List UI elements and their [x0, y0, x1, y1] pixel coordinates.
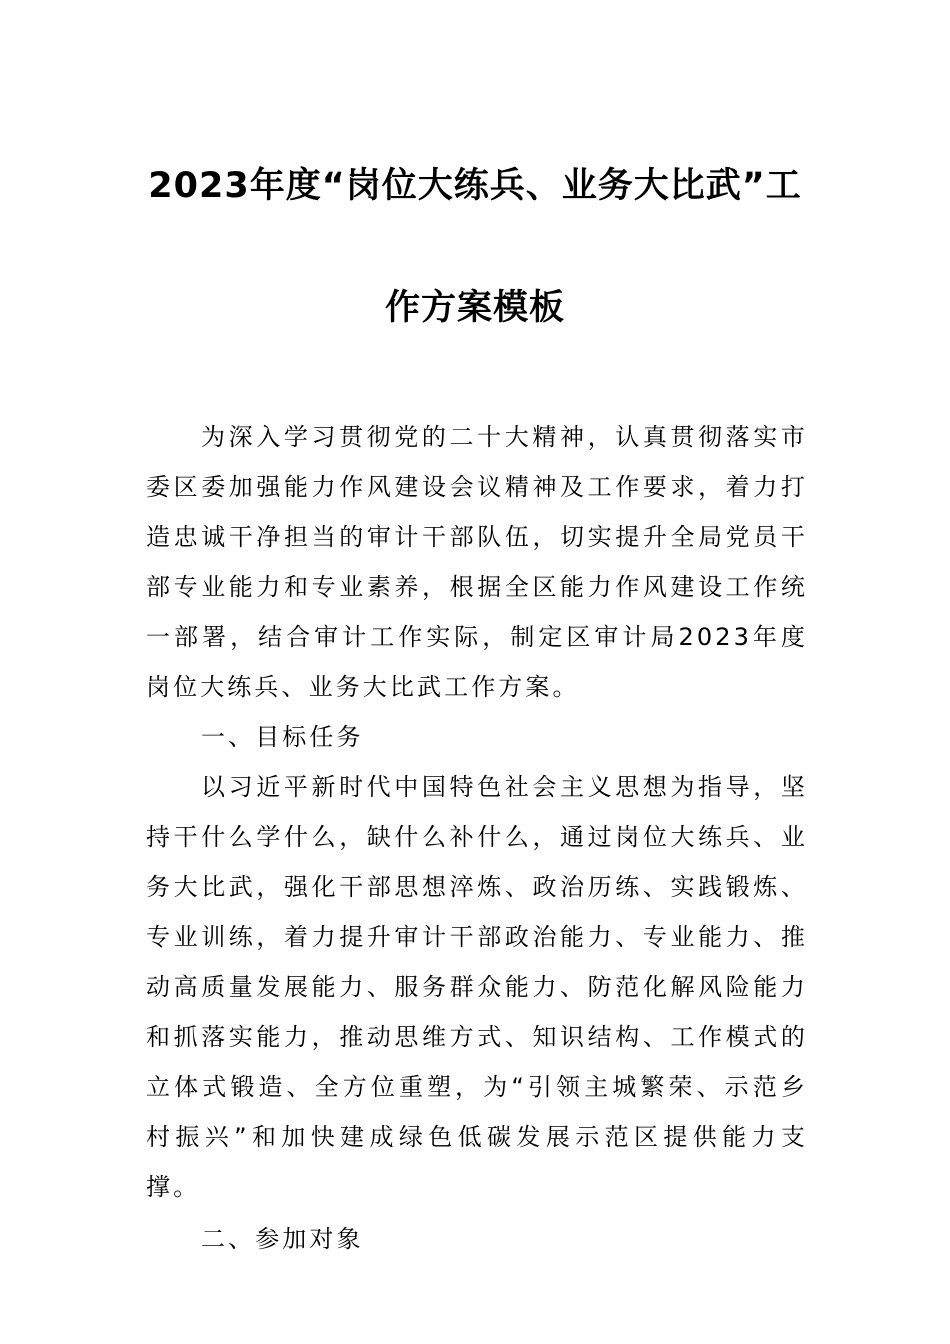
- section-heading-goals: 一、目标任务: [201, 723, 364, 751]
- document-title-line-2: 作方案模板: [384, 288, 565, 328]
- document-body: [146, 412, 808, 1264]
- section-heading-participants: 二、参加对象: [201, 1225, 364, 1253]
- document-title-line-1: 2023年度“岗位大练兵、业务大比武”工: [148, 166, 802, 206]
- intro-paragraph: 为深入学习贯彻党的二十大精神，认真贯彻落实市委区委加强能力作风建设会议精神及工作要求，着力打造忠诚干净担当的审计干部队伍，切实提升全局党员干部专业能力和专业素养，根据全区能力作风建设工作统一部署，结合审计工作实际，制定区审计局2023年度岗位大练兵、业务大比武工作方案。: [146, 423, 808, 701]
- goals-paragraph: 以习近平新时代中国特色社会主义思想为指导，坚持干什么学什么，缺什么补什么，通过岗位大练兵、业务大比武，强化干部思想淬炼、政治历练、实践锻炼、专业训练，着力提升审计干部政治能力、专业能力、推动高质量发展能力、服务群众能力、防范化解风险能力和抓落实能力，推动思维方式、知识结构、工作模式的立体式锻造、全方位重塑，为“引领主城繁荣、示范乡村振兴”和加快建成绿色低碳发展示范区提供能力支撑。: [146, 773, 808, 1201]
